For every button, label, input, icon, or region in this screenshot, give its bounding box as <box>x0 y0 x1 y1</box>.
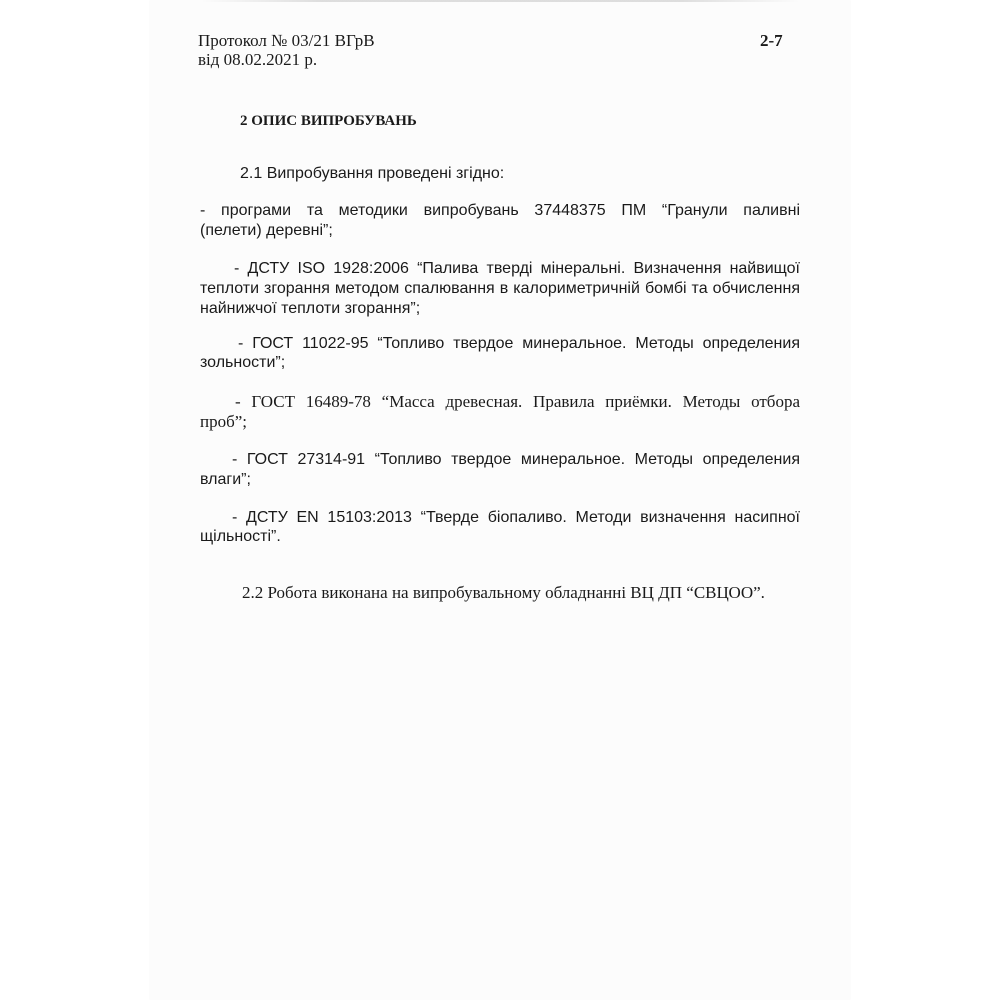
subsection-2-2: 2.2 Робота виконана на випробувальному обладнанні ВЦ ДП “СВЦОО”. <box>242 583 765 602</box>
item-gost-27314-line1: - ГОСТ 27314-91 “Топливо твердое минеральное. Методы определения <box>232 451 800 468</box>
item-dstu-iso-line2: теплоти згорання методом спалювання в калориметричній бомбі та обчислення <box>200 280 800 297</box>
protocol-number: Протокол № 03/21 ВГрВ <box>198 31 375 50</box>
item-program-line1: - програми та методики випробувань 37448375 ПМ “Гранули паливні <box>200 202 800 219</box>
scan-top-edge <box>200 0 800 2</box>
item-gost-27314-line2: влаги”; <box>200 471 251 488</box>
item-gost-11022-line2: зольности”; <box>200 354 286 371</box>
item-gost-16489-line2: проб”; <box>200 412 248 431</box>
item-dstu-en-line2: щільності”. <box>200 528 281 545</box>
item-dstu-iso-line3: найнижчої теплоти згорання”; <box>200 300 421 317</box>
item-gost-11022-line1: - ГОСТ 11022-95 “Топливо твердое минеральное. Методы определения <box>238 335 800 352</box>
subsection-2-1: 2.1 Випробування проведені згідно: <box>240 165 505 182</box>
section-title: 2 ОПИС ВИПРОБУВАНЬ <box>240 113 417 129</box>
page-number: 2-7 <box>760 31 783 50</box>
item-program-line2: (пелети) деревні”; <box>200 222 333 239</box>
item-dstu-iso-line1: - ДСТУ ISO 1928:2006 “Палива тверді мінеральні. Визначення найвищої <box>234 260 800 277</box>
item-dstu-en-line1: - ДСТУ EN 15103:2013 “Тверде біопаливо. Методи визначення насипної <box>232 509 800 526</box>
item-gost-16489-line1: - ГОСТ 16489-78 “Масса древесная. Правила приёмки. Методы отбора <box>235 392 800 411</box>
document-sheet <box>150 0 850 1000</box>
protocol-date: від 08.02.2021 р. <box>198 50 318 69</box>
